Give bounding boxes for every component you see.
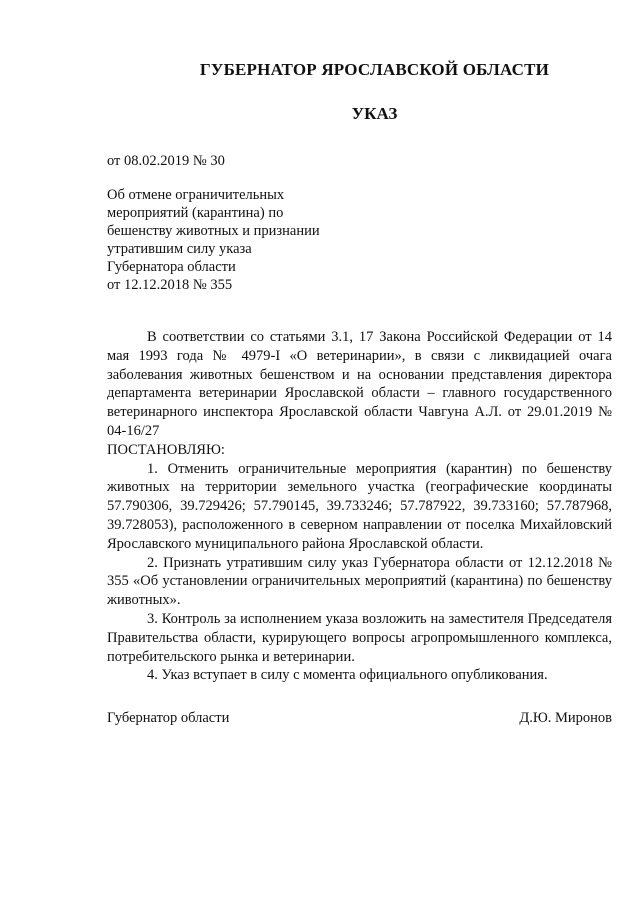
subject-line: мероприятий (карантина) по [107, 205, 284, 221]
subject-line: от 12.12.2018 № 355 [107, 277, 233, 293]
signatory-position: Губернатор области [107, 710, 230, 726]
document-subject [107, 186, 377, 294]
item-paragraph-1: 1. Отменить ограничительные мероприятия (карантин) по бешенству животных на территории земельного участка (географические координаты 57.790306, 39.729426; 57.790145, 39.733246; 57.787922, 39.733160; 57.787968, 39.728053), расположенного в северном направлении от поселка Михайловский Ярославского муниципального района Ярославской области. [107, 460, 612, 552]
item-paragraph-2: 2. Признать утратившим силу указ Губернатора области от 12.12.2018 № 355 «Об установлении ограничительных мероприятий (карантина) по бешенству животных». [107, 554, 612, 609]
item-paragraph-3: 3. Контроль за исполнением указа возложить на заместителя Председателя Правительства области, курирующего вопросы агропромышленного комплекса, потребительского рынка и ветеринарии. [107, 610, 612, 665]
resolve-line: ПОСТАНОВЛЯЮ: [107, 441, 225, 458]
subject-line: Губернатора области [107, 259, 236, 275]
signatory-name: Д.Ю. Миронов [519, 710, 612, 726]
preamble-paragraph: В соответствии со статьями 3.1, 17 Закона Российской Федерации от 14 мая 1993 года № 4979-I «О ветеринарии», в связи с ликвидацией очага заболевания животных бешенством и на основании представления директора департамента ветеринарии Ярославской области – главного государственного ветеринарного инспектора Ярославской области Чавгуна А.Л. от 29.01.2019 № 04-16/27 [107, 329, 612, 439]
subject-line: бешенству животных и признании [107, 223, 320, 239]
document-type-heading: УКАЗ [351, 104, 398, 123]
subject-line: Об отмене ограничительных [107, 187, 285, 203]
item-paragraph-4: 4. Указ вступает в силу с момента официального опубликования. [147, 667, 548, 684]
authority-heading: ГУБЕРНАТОР ЯРОСЛАВСКОЙ ОБЛАСТИ [199, 60, 550, 79]
date-number: от 08.02.2019 № 30 [107, 153, 225, 169]
document-body [107, 328, 612, 685]
subject-line: утратившим силу указа [107, 241, 252, 257]
